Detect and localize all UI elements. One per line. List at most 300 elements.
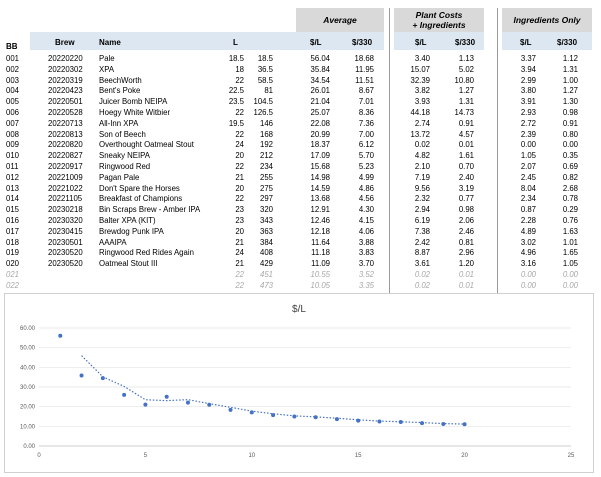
cell-brew: 20230520: [48, 248, 83, 258]
cell-avg-per-330: 4.15: [358, 216, 374, 225]
table-row: [0, 238, 601, 249]
cell-plant-per-330: 1.20: [458, 259, 474, 269]
cell-ing-per-l: 0.00: [520, 280, 536, 290]
table-row: [0, 216, 601, 227]
cell-l: 23: [235, 205, 244, 215]
cell-avg-per-l: 13.68: [310, 194, 330, 204]
data-point: [420, 421, 424, 425]
cell-plant-per-l: 4.82: [414, 151, 430, 161]
cell-plant-per-l: 2.94: [414, 205, 430, 215]
cell-brew: 20220423: [48, 86, 83, 96]
cell-plant-per-330: 2.46: [458, 226, 474, 236]
cell-avg-per-330: 3.35: [358, 280, 374, 290]
cell-brew: 20220813: [48, 129, 83, 139]
y-tick-label: 60.00: [19, 326, 35, 332]
table-row: [0, 140, 601, 151]
cell-cumulative-l: 255: [259, 172, 273, 182]
cell-brew: 20220220: [48, 54, 83, 63]
cell-avg-per-330: 4.86: [358, 183, 374, 193]
cell-avg-per-330: 3.52: [358, 270, 374, 279]
cell-cumulative-l: 320: [259, 205, 273, 215]
cell-name: Breakfast of Champions: [99, 194, 183, 204]
cell-ing-per-330: 1.05: [562, 259, 578, 269]
cell-avg-per-330: 11.51: [355, 75, 374, 85]
cell-bb: 014: [6, 194, 20, 204]
cell-cumulative-l: 429: [259, 259, 273, 269]
average-group-label: Average: [323, 15, 357, 25]
cell-l: 18.5: [228, 54, 244, 63]
cell-avg-per-330: 5.70: [358, 151, 374, 161]
x-tick-label: 15: [354, 453, 362, 459]
cell-l: 22: [235, 194, 244, 204]
cell-l: 23: [235, 216, 244, 225]
cell-cumulative-l: 58.5: [257, 75, 273, 85]
cell-plant-per-l: 2.74: [414, 118, 430, 128]
cell-name: Pale: [99, 54, 115, 63]
data-point: [165, 395, 169, 399]
cell-cumulative-l: 146: [259, 118, 273, 128]
cell-l: 22: [235, 108, 244, 117]
cell-plant-per-330: 10.80: [454, 75, 474, 85]
cell-brew: 20230501: [48, 237, 83, 247]
cell-plant-per-l: 3.82: [414, 86, 430, 96]
cell-ing-per-330: 0.80: [562, 129, 578, 139]
cell-plant-per-l: 9.56: [414, 183, 430, 193]
cell-avg-per-l: 20.99: [310, 129, 330, 139]
cell-ing-per-l: 2.34: [520, 194, 536, 204]
cell-l: 22: [235, 280, 244, 290]
cell-cumulative-l: 343: [259, 216, 273, 225]
cell-l: 22: [235, 162, 244, 171]
cell-name: AAAIPA: [99, 237, 127, 247]
cell-ing-per-l: 2.93: [520, 108, 536, 117]
cell-brew: 20220528: [48, 108, 83, 117]
cell-ing-per-l: 0.00: [520, 140, 536, 150]
cell-bb: 021: [6, 270, 20, 279]
cell-ing-per-330: 0.35: [562, 151, 578, 161]
cell-bb: 013: [6, 183, 20, 193]
cell-l: 24: [235, 140, 244, 150]
cell-plant-per-330: 1.61: [458, 151, 474, 161]
plant-costs-label-line1: Plant Costs: [415, 10, 463, 20]
cell-brew: 20220917: [48, 162, 83, 171]
cell-bb: 007: [6, 118, 20, 128]
cell-bb: 016: [6, 216, 20, 225]
cell-avg-per-330: 3.88: [358, 237, 374, 247]
cell-avg-per-330: 4.99: [358, 172, 374, 182]
table-row: [0, 130, 601, 141]
cell-plant-per-l: 7.38: [414, 226, 430, 236]
chart-plot: [5, 294, 593, 472]
cell-name: Don't Spare the Horses: [99, 183, 180, 193]
cell-ing-per-l: 3.94: [520, 64, 536, 74]
data-point: [58, 334, 62, 338]
cell-ing-per-330: 0.00: [562, 270, 578, 279]
cell-avg-per-l: 14.59: [310, 183, 330, 193]
cell-avg-per-330: 4.06: [358, 226, 374, 236]
table-row: [0, 248, 601, 259]
column-header-ing-per-330: $/330: [557, 38, 578, 47]
table-row: [0, 184, 601, 195]
cell-ing-per-l: 2.28: [520, 216, 536, 225]
cell-cumulative-l: 384: [259, 237, 273, 247]
x-tick-label: 0: [37, 453, 41, 459]
y-tick-label: 0.00: [23, 444, 35, 450]
cell-name: Bent's Poke: [99, 86, 141, 96]
cell-name: Oatmeal Stout III: [99, 259, 158, 269]
cell-avg-per-l: 11.64: [311, 237, 330, 247]
column-header-plant-per-330: $/330: [455, 38, 476, 47]
cell-avg-per-l: 21.04: [310, 97, 330, 107]
cell-ing-per-330: 0.00: [562, 140, 578, 150]
cell-brew: 20230218: [48, 205, 83, 215]
data-point: [207, 403, 211, 407]
cell-name: XPA: [99, 64, 115, 74]
cell-name: Brewdog Punk IPA: [99, 226, 164, 236]
cell-ing-per-330: 0.98: [562, 108, 578, 117]
cell-bb: 005: [6, 97, 20, 107]
column-header-plant-per-l: $/L: [415, 38, 427, 47]
cell-avg-per-l: 56.04: [310, 54, 330, 63]
y-tick-label: 50.00: [19, 345, 35, 352]
x-tick-label: 10: [248, 453, 256, 459]
cell-brew: 20220820: [48, 140, 83, 150]
column-header-avg-per-330: $/330: [352, 38, 373, 47]
cell-plant-per-330: 0.91: [458, 118, 474, 128]
cell-bb: 009: [6, 140, 20, 150]
table-row: [0, 162, 601, 173]
cell-plant-per-l: 7.19: [414, 172, 430, 182]
cell-l: 22: [235, 129, 244, 139]
cell-ing-per-l: 8.04: [520, 183, 536, 193]
cell-ing-per-l: 1.05: [520, 151, 536, 161]
cell-brew: 20230320: [48, 216, 83, 225]
table-row: [0, 151, 601, 162]
cell-avg-per-330: 7.00: [358, 129, 374, 139]
data-point: [229, 408, 233, 412]
data-point: [80, 374, 84, 378]
cell-l: 23.5: [228, 97, 244, 107]
cell-avg-per-l: 35.84: [310, 64, 330, 74]
cell-avg-per-l: 11.09: [311, 259, 330, 269]
cell-plant-per-l: 3.93: [414, 97, 430, 107]
cell-plant-per-330: 5.02: [458, 64, 474, 74]
data-point: [463, 422, 467, 426]
cell-brew: 20220302: [48, 64, 83, 74]
cell-bb: 010: [6, 151, 20, 161]
cell-cumulative-l: 234: [259, 162, 273, 171]
cell-l: 18: [235, 64, 244, 74]
chart-title: $/L: [292, 304, 306, 315]
cost-per-litre-chart: [4, 293, 594, 473]
cell-plant-per-l: 0.02: [414, 140, 430, 150]
cell-plant-per-330: 1.13: [458, 54, 474, 63]
cell-ing-per-330: 1.31: [562, 64, 578, 74]
cell-plant-per-l: 44.18: [410, 108, 430, 117]
cell-avg-per-330: 4.30: [358, 205, 374, 215]
cell-cumulative-l: 363: [259, 226, 273, 236]
cell-avg-per-330: 7.36: [358, 118, 374, 128]
cell-ing-per-330: 0.00: [562, 280, 578, 290]
cell-bb: 001: [6, 54, 20, 63]
cell-l: 20: [235, 226, 244, 236]
cell-l: 21: [235, 237, 244, 247]
cell-avg-per-l: 22.08: [310, 118, 330, 128]
cell-avg-per-l: 15.68: [310, 162, 330, 171]
cell-cumulative-l: 473: [259, 280, 273, 290]
cell-plant-per-330: 3.19: [458, 183, 474, 193]
data-point: [186, 401, 190, 405]
cell-name: Ringwood Red Rides Again: [99, 248, 194, 258]
plant-costs-label-line2: + Ingredients: [412, 20, 466, 30]
cell-brew: 20220501: [48, 97, 83, 107]
cell-bb: 022: [6, 280, 20, 290]
table-row-projected: [0, 281, 601, 292]
cell-plant-per-330: 0.01: [458, 270, 474, 279]
cell-bb: 019: [6, 248, 20, 258]
cell-avg-per-330: 18.68: [354, 54, 374, 63]
cell-avg-per-330: 5.23: [358, 162, 374, 171]
cell-ing-per-330: 0.76: [562, 216, 578, 225]
cell-ing-per-330: 2.68: [562, 183, 578, 193]
cell-bb: 011: [6, 162, 19, 171]
cell-plant-per-330: 14.73: [454, 108, 474, 117]
table-row: [0, 194, 601, 205]
cell-plant-per-l: 2.32: [414, 194, 430, 204]
cell-bb: 017: [6, 226, 20, 236]
x-tick-label: 5: [143, 453, 148, 459]
y-tick-label: 30.00: [19, 385, 35, 391]
cell-l: 20: [235, 151, 244, 161]
cell-cumulative-l: 168: [259, 129, 273, 139]
cell-avg-per-l: 10.55: [310, 270, 330, 279]
cell-avg-per-330: 7.01: [358, 97, 374, 107]
plant-costs-group-header: [394, 8, 484, 32]
table-row: [0, 227, 601, 238]
cell-avg-per-330: 4.56: [358, 194, 374, 204]
cell-avg-per-l: 12.18: [310, 226, 330, 236]
cell-brew: 20230520: [48, 259, 83, 269]
column-header-band-ingredients: [502, 32, 592, 50]
cell-ing-per-l: 4.96: [520, 248, 536, 258]
table-row: [0, 173, 601, 184]
data-point: [377, 419, 381, 423]
data-point: [292, 415, 296, 419]
cell-name: BeechWorth: [99, 75, 142, 85]
cell-cumulative-l: 275: [259, 183, 273, 193]
cell-name: Sneaky NEIPA: [99, 151, 150, 161]
cell-name: Bin Scraps Brew - Amber IPA: [99, 205, 201, 215]
cell-plant-per-l: 2.10: [414, 162, 430, 171]
cell-plant-per-330: 4.57: [458, 129, 474, 139]
cell-l: 19.5: [228, 118, 244, 128]
cell-ing-per-l: 3.37: [520, 54, 536, 63]
cell-plant-per-l: 0.02: [414, 270, 430, 279]
cell-name: Balter XPA (KIT): [99, 216, 156, 225]
cell-ing-per-l: 3.02: [520, 237, 536, 247]
cell-ing-per-l: 3.16: [520, 259, 536, 269]
cell-l: 21: [235, 259, 244, 269]
cell-cumulative-l: 126.5: [253, 108, 273, 117]
cell-plant-per-330: 2.96: [458, 248, 474, 258]
cell-l: 24: [235, 248, 244, 258]
data-point: [356, 419, 360, 423]
cell-ing-per-l: 3.80: [520, 86, 536, 96]
cell-bb: 018: [6, 237, 20, 247]
cell-plant-per-l: 0.02: [414, 280, 430, 290]
column-header-bb: BB: [6, 42, 18, 51]
cell-brew: 20230415: [48, 226, 83, 236]
cell-plant-per-l: 3.40: [414, 54, 430, 63]
table-row: [0, 76, 601, 87]
cell-name: Ringwood Red: [99, 162, 151, 171]
cell-avg-per-l: 14.98: [310, 172, 330, 182]
column-header-band: [30, 32, 384, 50]
data-point: [271, 413, 275, 417]
cell-avg-per-330: 8.67: [358, 86, 374, 96]
cell-bb: 003: [6, 75, 20, 85]
cell-plant-per-330: 0.98: [458, 205, 474, 215]
cell-ing-per-l: 2.45: [520, 172, 536, 182]
table-row-projected: [0, 270, 601, 281]
cell-l: 22: [235, 75, 244, 85]
column-header-l: L: [233, 38, 238, 47]
data-point: [101, 376, 105, 380]
cell-plant-per-l: 15.07: [410, 64, 430, 74]
table-row: [0, 108, 601, 119]
cell-plant-per-330: 0.01: [458, 140, 474, 150]
cell-avg-per-l: 10.05: [310, 280, 330, 290]
cell-brew: 20220827: [48, 151, 83, 161]
cell-avg-per-l: 12.91: [310, 205, 330, 215]
cell-ing-per-330: 0.69: [562, 162, 578, 171]
cell-ing-per-330: 0.78: [562, 194, 578, 204]
cell-plant-per-330: 1.31: [458, 97, 474, 107]
table-row: [0, 54, 601, 65]
cell-ing-per-330: 0.29: [562, 205, 578, 215]
data-point: [399, 420, 403, 424]
cell-ing-per-l: 2.99: [520, 75, 536, 85]
cell-ing-per-l: 2.39: [520, 129, 536, 139]
table-row: [0, 97, 601, 108]
table-row: [0, 259, 601, 270]
cell-cumulative-l: 81: [264, 86, 273, 96]
cell-plant-per-l: 32.39: [410, 75, 430, 85]
cell-avg-per-330: 11.95: [355, 64, 374, 74]
cell-plant-per-l: 2.42: [414, 237, 430, 247]
cell-ing-per-l: 3.91: [520, 97, 536, 107]
cell-ing-per-l: 4.89: [520, 226, 536, 236]
x-tick-label: 25: [567, 453, 575, 459]
cell-plant-per-330: 1.27: [458, 86, 474, 96]
cell-ing-per-330: 0.82: [562, 172, 578, 182]
average-group-header: [296, 8, 384, 32]
y-tick-label: 20.00: [19, 404, 35, 411]
cell-avg-per-l: 17.09: [310, 151, 330, 161]
cell-cumulative-l: 408: [259, 248, 273, 258]
cell-name: Pagan Pale: [99, 172, 140, 182]
cell-avg-per-330: 8.36: [358, 108, 374, 117]
x-tick-label: 20: [461, 453, 468, 459]
cell-name: Overthought Oatmeal Stout: [99, 140, 194, 150]
cell-bb: 008: [6, 129, 20, 139]
cell-cumulative-l: 36.5: [257, 64, 273, 74]
table-row: [0, 119, 601, 130]
cell-plant-per-l: 8.87: [414, 248, 430, 258]
table-row: [0, 86, 601, 97]
cell-bb: 006: [6, 108, 20, 117]
cell-cumulative-l: 18.5: [257, 54, 273, 63]
cell-l: 21: [235, 172, 244, 182]
cell-ing-per-l: 0.00: [520, 270, 536, 279]
cell-avg-per-330: 3.83: [358, 248, 374, 258]
cell-name: All-Inn XPA: [99, 118, 139, 128]
cell-ing-per-330: 1.12: [562, 54, 578, 63]
cell-plant-per-l: 13.72: [410, 129, 430, 139]
ingredients-only-group-header: [502, 8, 592, 32]
cell-ing-per-330: 1.63: [562, 226, 578, 236]
cell-avg-per-l: 26.01: [310, 86, 330, 96]
cell-brew: 20220713: [48, 118, 83, 128]
cell-ing-per-330: 0.91: [562, 118, 578, 128]
cell-brew: 20220319: [48, 75, 83, 85]
ingredients-only-group-label: Ingredients Only: [513, 15, 581, 25]
cell-avg-per-l: 12.46: [310, 216, 330, 225]
table-row: [0, 205, 601, 216]
data-point: [143, 403, 147, 407]
data-point: [441, 422, 445, 426]
cell-ing-per-330: 1.27: [562, 86, 578, 96]
cell-ing-per-330: 1.30: [562, 97, 578, 107]
cell-avg-per-330: 6.12: [358, 140, 374, 150]
cell-cumulative-l: 451: [259, 270, 273, 279]
cell-bb: 015: [6, 205, 20, 215]
data-point: [122, 393, 126, 397]
cell-brew: 20221009: [48, 172, 83, 182]
cell-plant-per-330: 0.81: [458, 237, 474, 247]
cell-bb: 002: [6, 64, 20, 74]
cell-ing-per-l: 0.87: [520, 205, 536, 215]
cell-plant-per-330: 0.01: [458, 280, 474, 290]
cell-plant-per-330: 2.40: [458, 172, 474, 182]
cell-l: 20: [235, 183, 244, 193]
table-row: [0, 65, 601, 76]
cell-cumulative-l: 192: [259, 140, 273, 150]
cell-plant-per-330: 2.06: [458, 216, 474, 225]
data-point: [314, 415, 318, 419]
cell-ing-per-l: 2.72: [520, 118, 536, 128]
cell-avg-per-l: 11.18: [311, 248, 330, 258]
cell-avg-per-l: 18.37: [310, 140, 330, 150]
cell-cumulative-l: 104.5: [253, 97, 273, 107]
cell-plant-per-l: 3.61: [414, 259, 430, 269]
y-tick-label: 10.00: [19, 424, 35, 431]
column-header-brew: Brew: [55, 38, 75, 47]
cell-avg-per-330: 3.70: [358, 259, 374, 269]
cell-name: Juicer Bomb NEIPA: [99, 97, 168, 107]
cell-plant-per-330: 0.70: [458, 162, 474, 171]
cell-plant-per-330: 0.77: [458, 194, 474, 204]
cell-ing-per-330: 1.65: [562, 248, 578, 258]
cell-bb: 020: [6, 259, 20, 269]
data-point: [335, 417, 339, 421]
cell-ing-per-330: 1.00: [562, 75, 578, 85]
cell-cumulative-l: 297: [259, 194, 273, 204]
cell-l: 22.5: [228, 86, 244, 96]
cell-avg-per-l: 25.07: [310, 108, 330, 117]
cell-brew: 20221022: [48, 183, 83, 193]
column-header-avg-per-l: $/L: [310, 38, 322, 47]
